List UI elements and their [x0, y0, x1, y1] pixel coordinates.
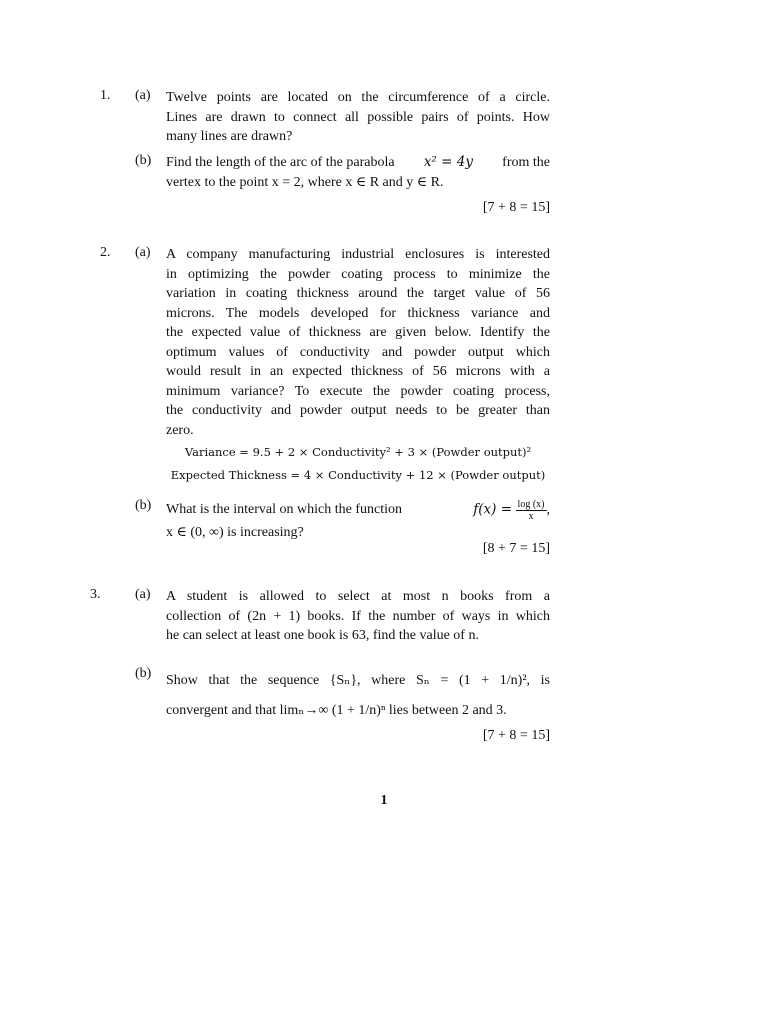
q2-a-line: in optimizing the powder coating process to minimize the — [166, 266, 550, 282]
q1-b-line1-pre: Find the length of the arc of the parabola — [166, 155, 395, 170]
q3-part-a-label: (a) — [135, 587, 151, 602]
q1-marks: [7 + 8 = 15] — [482, 200, 550, 215]
q3-part-b-text — [166, 666, 550, 726]
q2-a-line: zero. — [166, 422, 194, 438]
q2-b-line1-pre: What is the interval on which the function — [166, 502, 402, 518]
q1-b-line — [166, 153, 550, 173]
question-2-number: 2. — [100, 245, 111, 260]
fraction-denominator: x — [528, 510, 534, 522]
q3-part-b-label: (b) — [135, 666, 152, 681]
q1-a-line: many lines are drawn? — [166, 129, 293, 144]
q2-part-b-text — [166, 497, 550, 543]
q3-b-line: convergent and that limₙ→∞ (1 + 1/n)ⁿ lies between 2 and 3. — [166, 703, 507, 718]
q1-part-b-label: (b) — [135, 153, 152, 168]
fraction-numerator: log (x) — [517, 498, 545, 510]
q2-a-line: minimum variance? To execute the powder coating process, — [166, 383, 550, 399]
q3-b-line: Show that the sequence {Sₙ}, where Sₙ = (1 + 1/n)², is — [166, 673, 550, 688]
q1-part-a-text — [166, 88, 550, 147]
q2-b-function-name: f(x) = — [473, 501, 513, 518]
q2-a-line: would result in an expected thickness of 56 microns with a — [166, 364, 550, 379]
q1-part-b-text — [166, 153, 550, 192]
q2-part-a-label: (a) — [135, 245, 151, 260]
q2-a-line: A company manufacturing industrial enclosures is interested — [166, 247, 550, 262]
q2-part-b-label: (b) — [135, 498, 152, 513]
q2-a-line: microns. The models developed for thickness variance and — [166, 305, 550, 321]
q1-b-line1-post: from the — [502, 155, 550, 170]
q2-a-line: variation in coating thickness around the target value of 56 — [166, 286, 550, 301]
question-1-number: 1. — [100, 88, 111, 103]
q3-marks: [7 + 8 = 15] — [482, 728, 550, 743]
q2-part-a-text — [166, 245, 550, 440]
q2-b-function: f(x) = $\frac{\log (x)}{x}$ , — [473, 498, 550, 522]
q1-part-a-label: (a) — [135, 88, 151, 103]
log-x-over-x-fraction — [516, 499, 547, 522]
q2-b-line: x ∈ (0, ∞) is increasing? — [166, 525, 304, 540]
q3-a-line: A student is allowed to select at most n books from a — [166, 589, 550, 604]
variance-equation: Variance = 9.5 + 2 × Conductivity² + 3 × (Powder output)² — [184, 445, 532, 459]
q1-b-line: vertex to the point x = 2, where x ∈ R and y ∈ R. — [166, 174, 444, 190]
q3-a-line: collection of (2n + 1) books. If the number of ways in which — [166, 608, 550, 624]
q3-part-a-text — [166, 587, 550, 646]
q2-a-line: optimum values of conductivity and powder output which — [166, 344, 550, 360]
q2-a-line: the conductivity and powder output needs to be greater than — [166, 403, 550, 418]
page-number: 1 — [380, 793, 388, 808]
expected-thickness-equation: Expected Thickness = 4 × Conductivity + 12 × (Powder output) — [170, 468, 546, 482]
q2-a-line: the expected value of thickness are given below. Identify the — [166, 325, 550, 340]
q2-marks: [8 + 7 = 15] — [482, 541, 550, 556]
q1-a-line: Lines are drawn to connect all possible pairs of points. How — [166, 109, 550, 125]
q1-b-parabola-equation: x² = 4y — [423, 154, 473, 170]
q2-b-line — [166, 497, 550, 523]
q1-a-line: Twelve points are located on the circumference of a circle. — [166, 90, 550, 105]
q3-a-line: he can select at least one book is 63, find the value of n. — [166, 628, 479, 643]
question-3-number: 3. — [90, 587, 101, 602]
